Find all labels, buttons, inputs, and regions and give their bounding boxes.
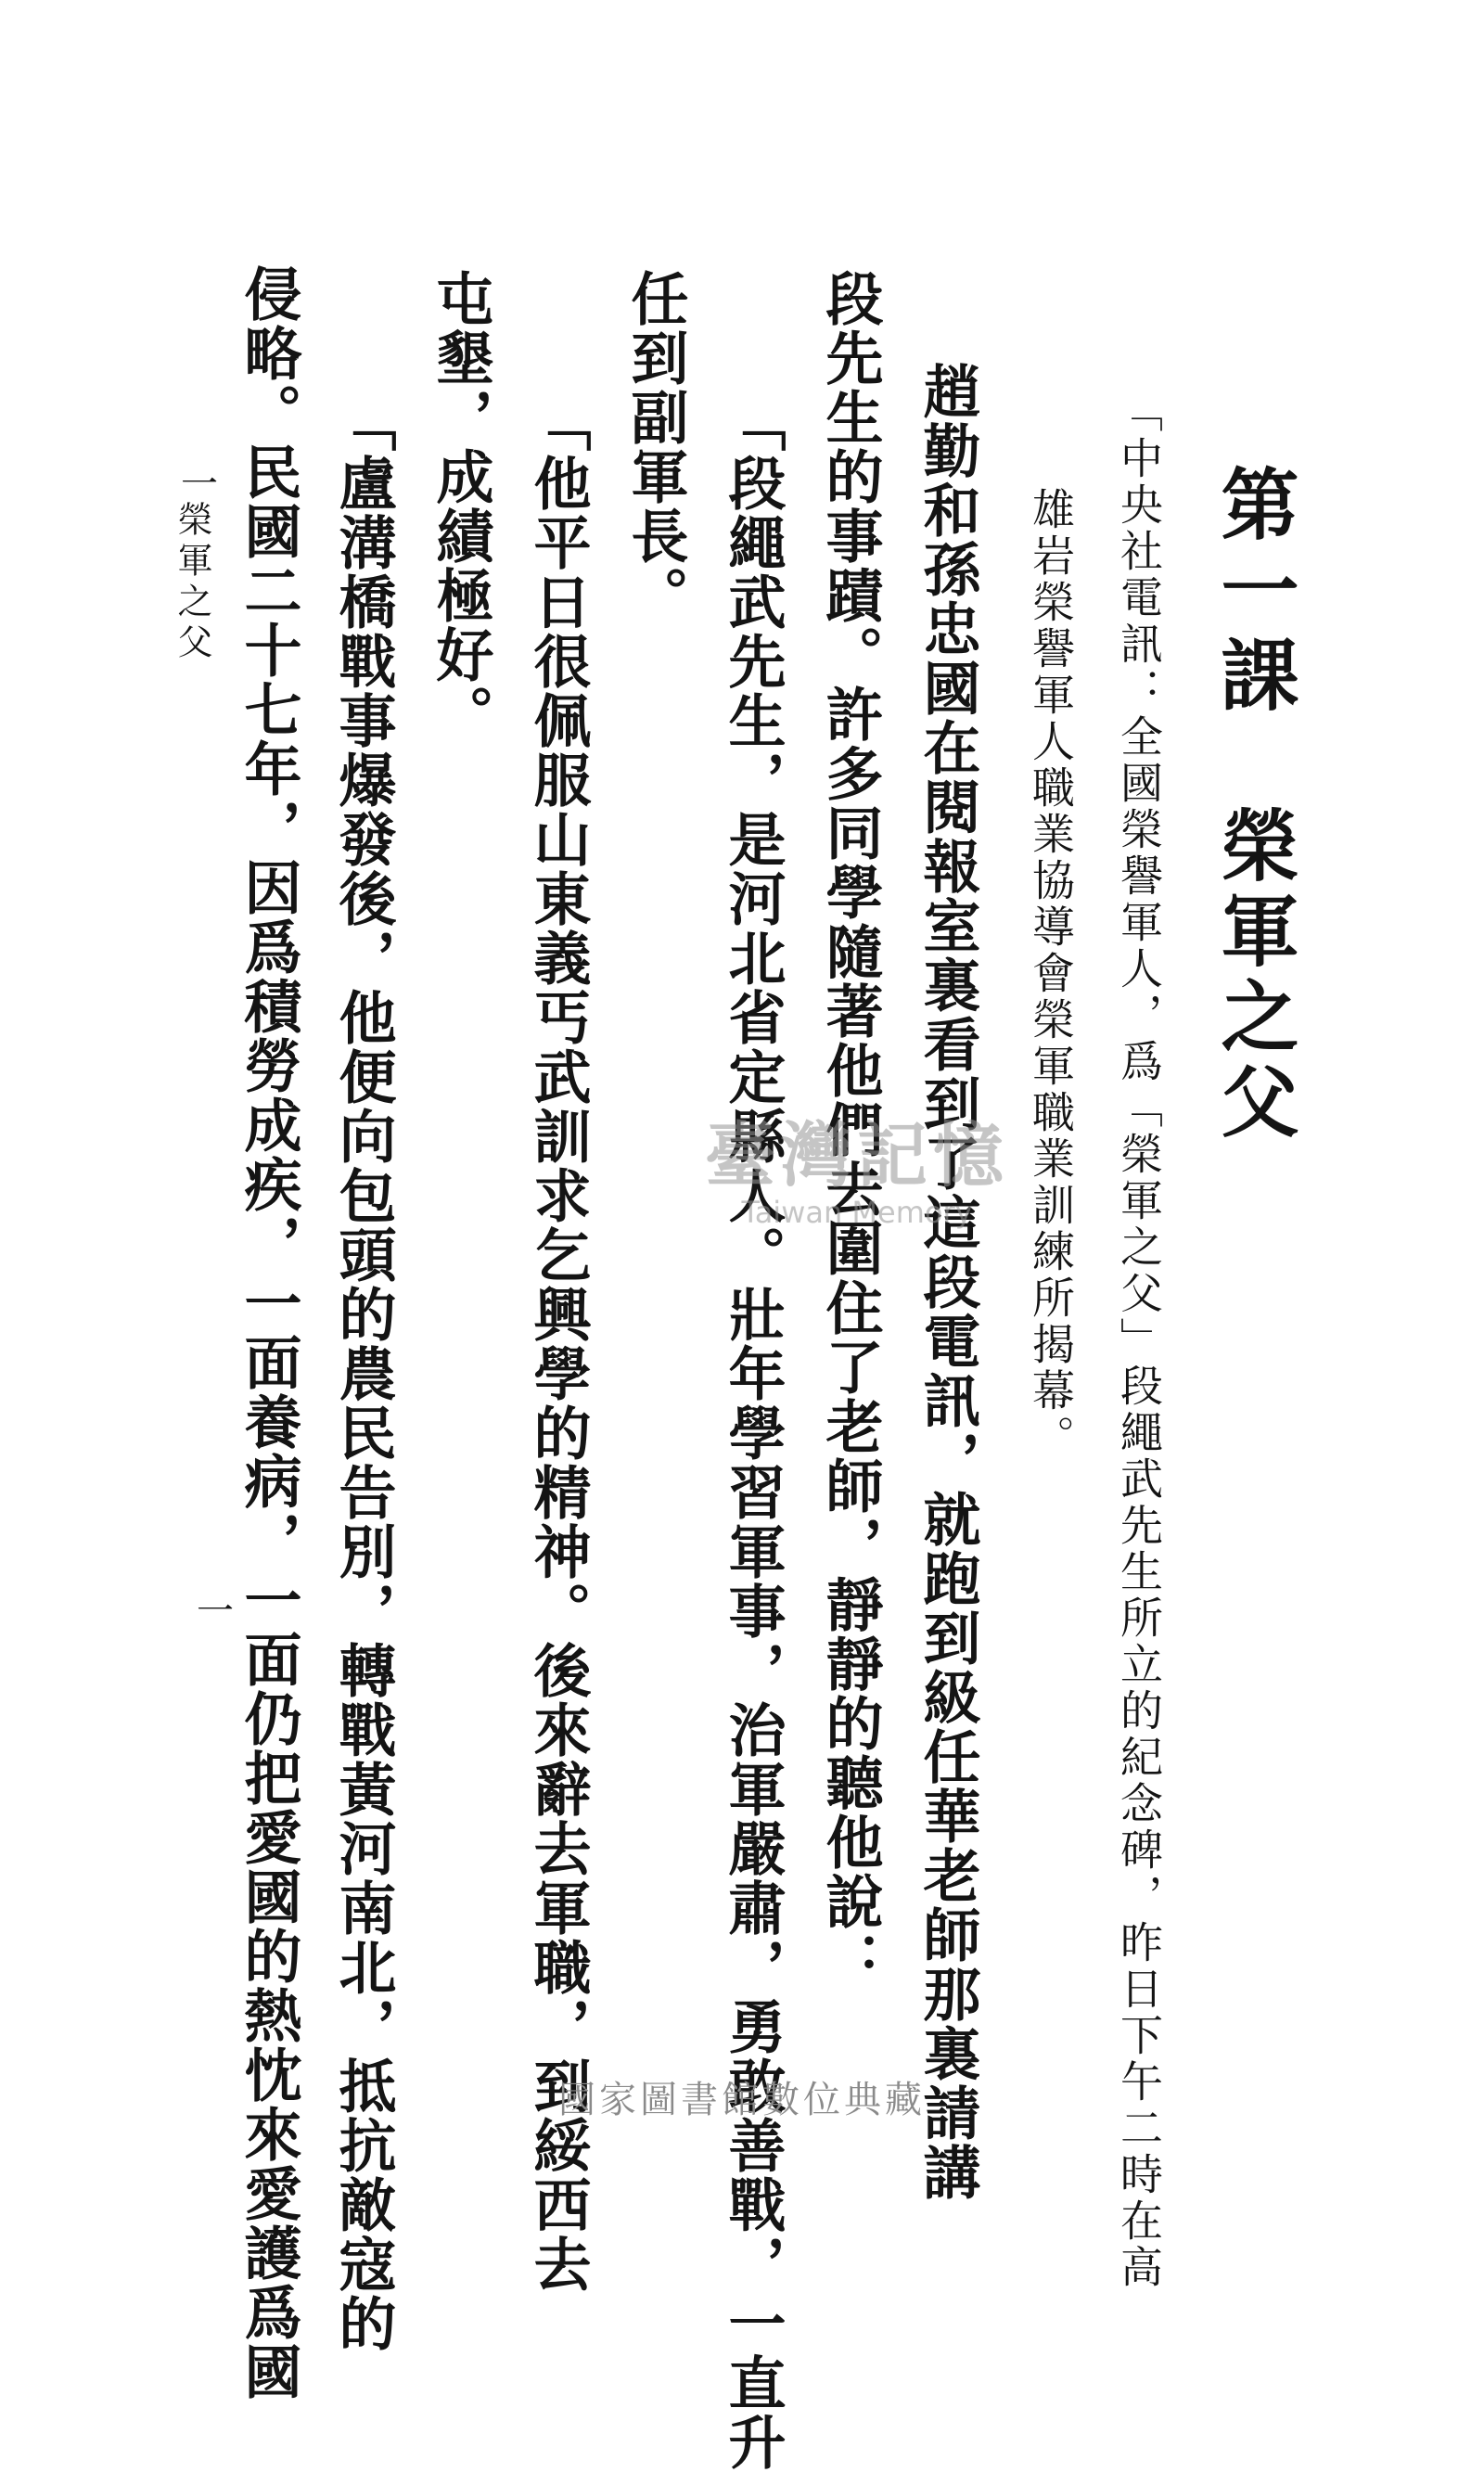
page-footer-title: 榮軍之父 xyxy=(172,501,212,664)
text-column-9: 「盧溝橋戰事爆發後，他便向包頭的農民告別，轉戰黃河南北，抵抗敵寇的 xyxy=(329,394,397,2353)
watermark-chinese: 臺灣記憶 xyxy=(705,1114,1009,1197)
text-column-2: 雄岩榮譽軍人職業協導會榮軍職業訓練所揭幕。 xyxy=(1026,487,1076,1461)
text-column-4: 段先生的事蹟。許多同學隨著他們去圍住了老師，靜靜的聽他說： xyxy=(816,269,884,1991)
text-column-1: 「中央社電訊：全國榮譽軍人，爲「榮軍之父」段繩武先生所立的紀念碑，昨日下午二時在高 xyxy=(1114,390,1164,2291)
text-column-5: 「段繩武先生，是河北省定縣人。壯年學習軍事，治軍嚴肅，勇敢善戰，一直升 xyxy=(719,394,787,2472)
page-number-top: 一 xyxy=(181,463,218,506)
text-column-8: 屯墾，成績極好。 xyxy=(427,269,494,744)
library-footer: 國家圖書館數位典藏 xyxy=(558,2079,926,2121)
lesson-title: 第一課 榮軍之父 xyxy=(1209,464,1300,1146)
text-column-6: 任到副軍長。 xyxy=(621,269,689,625)
watermark-logo xyxy=(705,1099,1009,1230)
text-column-3: 趙勤和孫忠國在閱報室裏看到了這段電訊，就跑到級任華老師那裏請講 xyxy=(914,362,981,2202)
text-column-7: 「他平日很佩服山東義丐武訓求乞興學的精神。後來辭去軍職，到綏西去 xyxy=(524,394,592,2294)
page-number-bottom: 一 xyxy=(197,1590,234,1633)
text-column-10: 侵略。民國二十七年，因爲積勞成疾，一面養病，一面仍把愛國的熱忱來愛護爲國 xyxy=(235,264,302,2402)
watermark-english: Taiwan Memory xyxy=(741,1195,973,1230)
